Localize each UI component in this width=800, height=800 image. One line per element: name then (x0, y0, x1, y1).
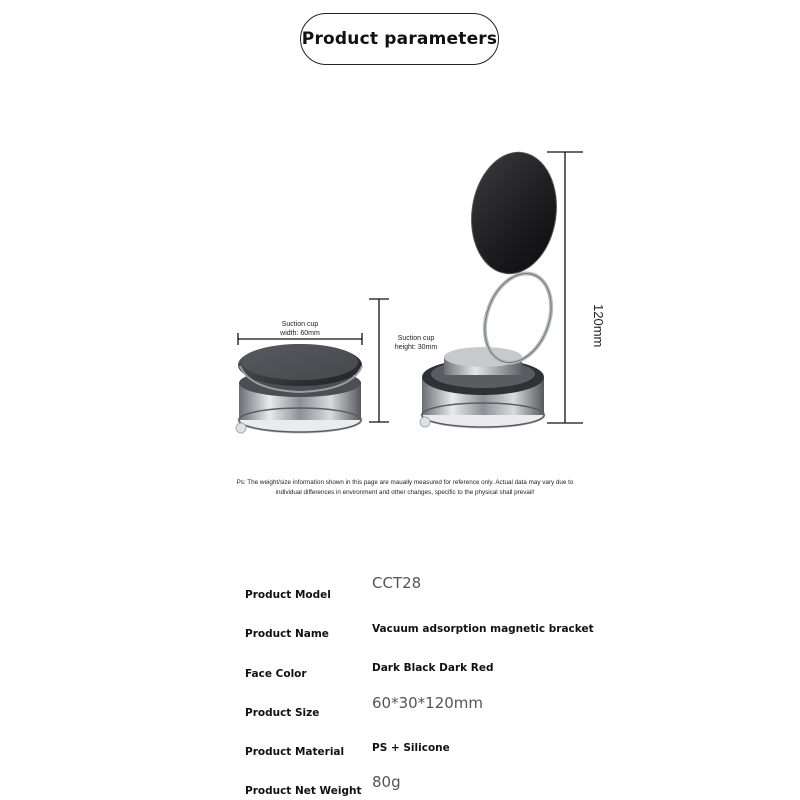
page-title: Product parameters (301, 29, 498, 49)
total-height-label: 120mm (591, 304, 606, 348)
spec-row-color: Face Color Dark Black Dark Red (245, 662, 494, 680)
height-dimension-line (369, 299, 389, 422)
width-label: Suction cup width: 60mm (280, 321, 320, 337)
disclaimer: Ps: The weight/size information shown in this page are maually measured for reference only. Actual data may vary due to individual differences in environment and other changes, specific to the physical shall prevail! (236, 479, 574, 496)
open-holder-image (420, 147, 564, 428)
closed-holder-image (236, 344, 362, 433)
height-label: Suction cup height: 30mm (394, 335, 438, 351)
spec-row-name: Product Name Vacuum adsorption magnetic bracket (245, 623, 594, 640)
spec-row-model: Product Model CCT28 (245, 574, 422, 601)
spec-row-size: Product Size 60*30*120mm (245, 694, 484, 719)
spec-row-material: Product Material PS + Silicone (245, 742, 450, 758)
spec-row-weight: Product Net Weight 80g (245, 773, 401, 797)
